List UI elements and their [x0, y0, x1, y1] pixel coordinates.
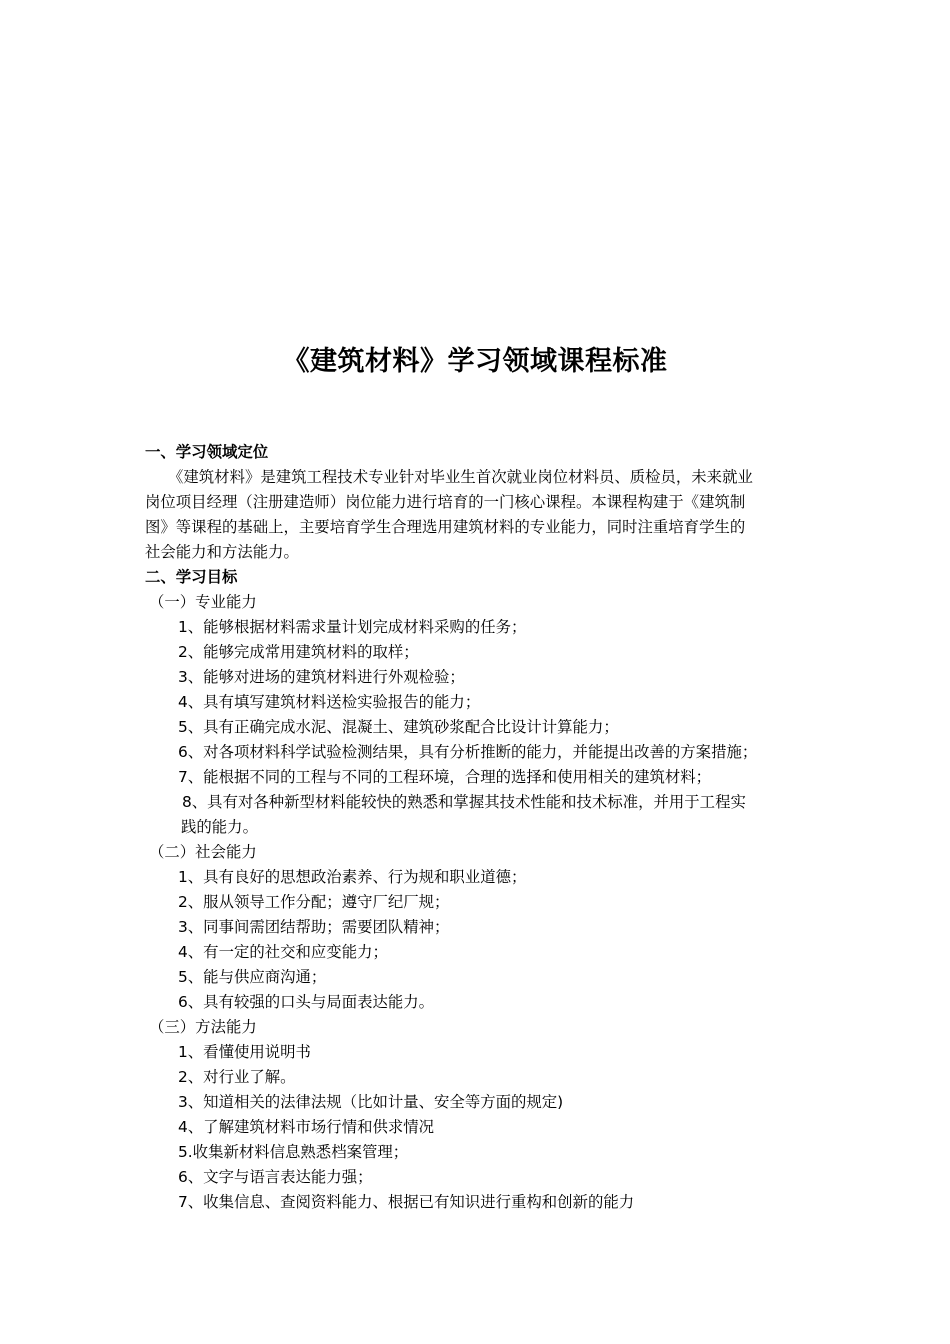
paragraph-line: 社会能力和方法能力。: [145, 543, 299, 561]
list-item: 6、对各项材料科学试验检测结果，具有分析推断的能力，并能提出改善的方案措施；: [178, 743, 758, 761]
positioning-paragraph: [145, 465, 810, 565]
list-item: 2、服从领导工作分配；遵守厂纪厂规；: [178, 893, 450, 911]
subsection-heading-professional: （一）专业能力: [149, 593, 257, 611]
paragraph-line: 《建筑材料》是建筑工程技术专业针对毕业生首次就业岗位材料员、质检员，未来就业: [168, 468, 753, 486]
list-item: 5、能与供应商沟通；: [178, 968, 327, 986]
list-item: 5、具有正确完成水泥、混凝土、建筑砂浆配合比设计计算能力；: [178, 718, 619, 736]
list-item: 8、具有对各种新型材料能较快的熟悉和掌握其技术性能和技术标准，并用于工程实: [182, 793, 746, 811]
section-heading-objectives: 二、学习目标: [145, 568, 238, 586]
document-title: 《建筑材料》学习领域课程标准: [282, 346, 668, 377]
list-item: 5.收集新材料信息熟悉档案管理；: [178, 1143, 409, 1161]
subsection-heading-method: （三）方法能力: [149, 1018, 257, 1036]
list-item: 7、收集信息、查阅资料能力、根据已有知识进行重构和创新的能力: [178, 1193, 635, 1211]
list-item: 4、有一定的社交和应变能力；: [178, 943, 388, 961]
list-item: 6、文字与语言表达能力强；: [178, 1168, 373, 1186]
list-item: 2、能够完成常用建筑材料的取样；: [178, 643, 419, 661]
list-item-continuation: 践的能力。: [181, 818, 258, 836]
paragraph-line: 岗位项目经理（注册建造师）岗位能力进行培育的一门核心课程。本课程构建于《建筑制: [145, 493, 746, 511]
list-item: 6、具有较强的口头与局面表达能力。: [178, 993, 435, 1011]
list-item: 1、能够根据材料需求量计划完成材料采购的任务；: [178, 618, 527, 636]
list-item: 4、了解建筑材料市场行情和供求情况: [178, 1118, 435, 1136]
document-body: [145, 440, 810, 1215]
list-item: 3、知道相关的法律法规（比如计量、安全等方面的规定): [178, 1093, 564, 1111]
list-item: 7、能根据不同的工程与不同的工程环境，合理的选择和使用相关的建筑材料；: [178, 768, 712, 786]
list-item: 1、看懂使用说明书: [178, 1043, 311, 1061]
paragraph-line: 图》等课程的基础上，主要培育学生合理选用建筑材料的专业能力，同时注重培育学生的: [145, 518, 746, 536]
list-item: 1、具有良好的思想政治素养、行为规和职业道德；: [178, 868, 527, 886]
list-item: 3、同事间需团结帮助；需要团队精神；: [178, 918, 450, 936]
list-item: 3、能够对进场的建筑材料进行外观检验；: [178, 668, 465, 686]
list-item: 4、具有填写建筑材料送检实验报告的能力；: [178, 693, 481, 711]
subsection-heading-social: （二）社会能力: [149, 843, 257, 861]
section-heading-positioning: 一、学习领域定位: [145, 443, 269, 461]
list-item: 2、对行业了解。: [178, 1068, 296, 1086]
